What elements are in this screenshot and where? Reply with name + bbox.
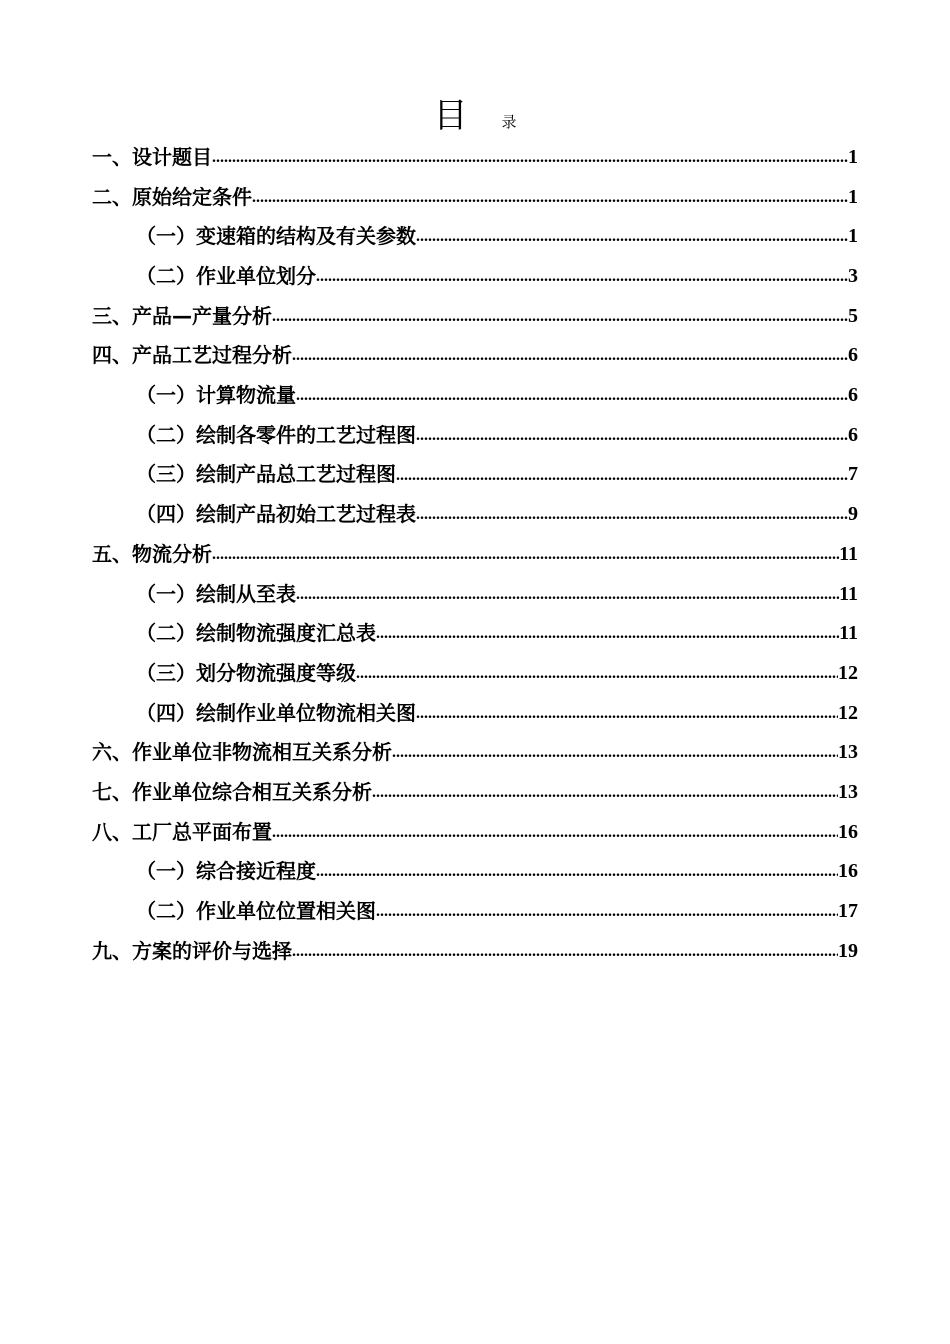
toc-dot-leader: [376, 892, 838, 932]
toc-entry[interactable]: [92, 376, 858, 416]
toc-entry-label: （一）变速箱的结构及有关参数: [136, 224, 416, 249]
toc-dot-leader: [272, 813, 838, 853]
toc-title: [0, 88, 950, 137]
toc-entry-page-number: 16: [838, 820, 858, 843]
toc-entry-page-number: 12: [838, 701, 858, 724]
toc-entry[interactable]: [92, 257, 858, 297]
toc-dot-leader: [296, 575, 839, 615]
toc-dot-leader: [212, 138, 848, 178]
toc-entry-label: （三）绘制产品总工艺过程图: [136, 462, 396, 487]
toc-title-char-2: 录: [501, 113, 517, 131]
toc-entry-label: 五、物流分析: [92, 541, 212, 566]
toc-entry-label: 一、设计题目: [92, 144, 212, 169]
toc-entry-page-number: 16: [838, 860, 858, 883]
toc-entry[interactable]: [92, 495, 858, 535]
toc-entry[interactable]: [92, 138, 858, 178]
toc-dot-leader: [292, 336, 848, 376]
toc-entry-label: （一）综合接近程度: [136, 859, 316, 884]
toc-dot-leader: [416, 217, 848, 257]
toc-entry[interactable]: [92, 217, 858, 257]
toc-title-char-1: 目: [433, 96, 468, 136]
toc-entry-page-number: 3: [848, 265, 858, 288]
toc-entry[interactable]: [92, 297, 858, 337]
toc-entry-page-number: 1: [848, 185, 858, 208]
toc-entry-page-number: 19: [838, 939, 858, 962]
toc-dot-leader: [272, 297, 848, 337]
toc-entry-label: 七、作业单位综合相互关系分析: [92, 779, 372, 804]
toc-entry-label: （一）绘制从至表: [136, 581, 296, 606]
toc-entry-label: （四）绘制产品初始工艺过程表: [136, 502, 416, 527]
toc-entry[interactable]: [92, 892, 858, 932]
toc-entry-page-number: 6: [848, 384, 858, 407]
toc-entry[interactable]: [92, 614, 858, 654]
toc-dot-leader: [416, 694, 838, 734]
toc-entry-page-number: 9: [848, 503, 858, 526]
toc-dot-leader: [356, 654, 838, 694]
toc-entry-label: （四）绘制作业单位物流相关图: [136, 700, 416, 725]
toc-dot-leader: [252, 178, 848, 218]
toc-entry-page-number: 17: [838, 900, 858, 923]
toc-entry-page-number: 12: [838, 661, 858, 684]
toc-entry[interactable]: [92, 852, 858, 892]
toc-entry-label: （一）计算物流量: [136, 383, 296, 408]
toc-entry-page-number: 5: [848, 304, 858, 327]
toc-entry-label: （二）绘制物流强度汇总表: [136, 621, 376, 646]
toc-dot-leader: [296, 376, 848, 416]
toc-entry-label: 三、产品—产量分析: [92, 303, 272, 328]
toc-entry-page-number: 7: [848, 463, 858, 486]
toc-dot-leader: [212, 535, 839, 575]
toc-entry-label: （二）作业单位划分: [136, 264, 316, 289]
toc-entry-label: （二）绘制各零件的工艺过程图: [136, 422, 416, 447]
toc-entry[interactable]: [92, 773, 858, 813]
toc-entry-label: 八、工厂总平面布置: [92, 819, 272, 844]
toc-dot-leader: [396, 456, 848, 496]
toc-dot-leader: [392, 733, 838, 773]
toc-dot-leader: [316, 852, 838, 892]
toc-entry-label: （二）作业单位位置相关图: [136, 899, 376, 924]
toc-entry[interactable]: [92, 535, 858, 575]
toc-entry[interactable]: [92, 575, 858, 615]
toc-entry-label: 六、作业单位非物流相互关系分析: [92, 740, 392, 765]
toc-entry-page-number: 6: [848, 344, 858, 367]
toc-entry[interactable]: [92, 456, 858, 496]
toc-entry[interactable]: [92, 416, 858, 456]
toc-entry[interactable]: [92, 694, 858, 734]
toc-entry-page-number: 11: [839, 622, 858, 645]
toc-entry-label: 二、原始给定条件: [92, 184, 252, 209]
toc-entry[interactable]: [92, 733, 858, 773]
toc-entry[interactable]: [92, 932, 858, 972]
toc-entry[interactable]: [92, 178, 858, 218]
toc-list: [92, 138, 858, 971]
toc-dot-leader: [416, 495, 848, 535]
toc-dot-leader: [292, 932, 838, 972]
toc-entry-page-number: 6: [848, 423, 858, 446]
toc-entry-page-number: 11: [839, 542, 858, 565]
toc-dot-leader: [376, 614, 839, 654]
toc-entry-label: （三）划分物流强度等级: [136, 660, 356, 685]
toc-entry[interactable]: [92, 654, 858, 694]
toc-dot-leader: [372, 773, 838, 813]
toc-entry-label: 四、产品工艺过程分析: [92, 343, 292, 368]
toc-entry-page-number: 1: [848, 225, 858, 248]
toc-entry-label: 九、方案的评价与选择: [92, 938, 292, 963]
toc-dot-leader: [316, 257, 848, 297]
toc-entry[interactable]: [92, 336, 858, 376]
toc-dot-leader: [416, 416, 848, 456]
toc-entry-page-number: 11: [839, 582, 858, 605]
toc-entry-page-number: 1: [848, 145, 858, 168]
toc-entry-page-number: 13: [838, 780, 858, 803]
toc-entry[interactable]: [92, 813, 858, 853]
toc-entry-page-number: 13: [838, 741, 858, 764]
